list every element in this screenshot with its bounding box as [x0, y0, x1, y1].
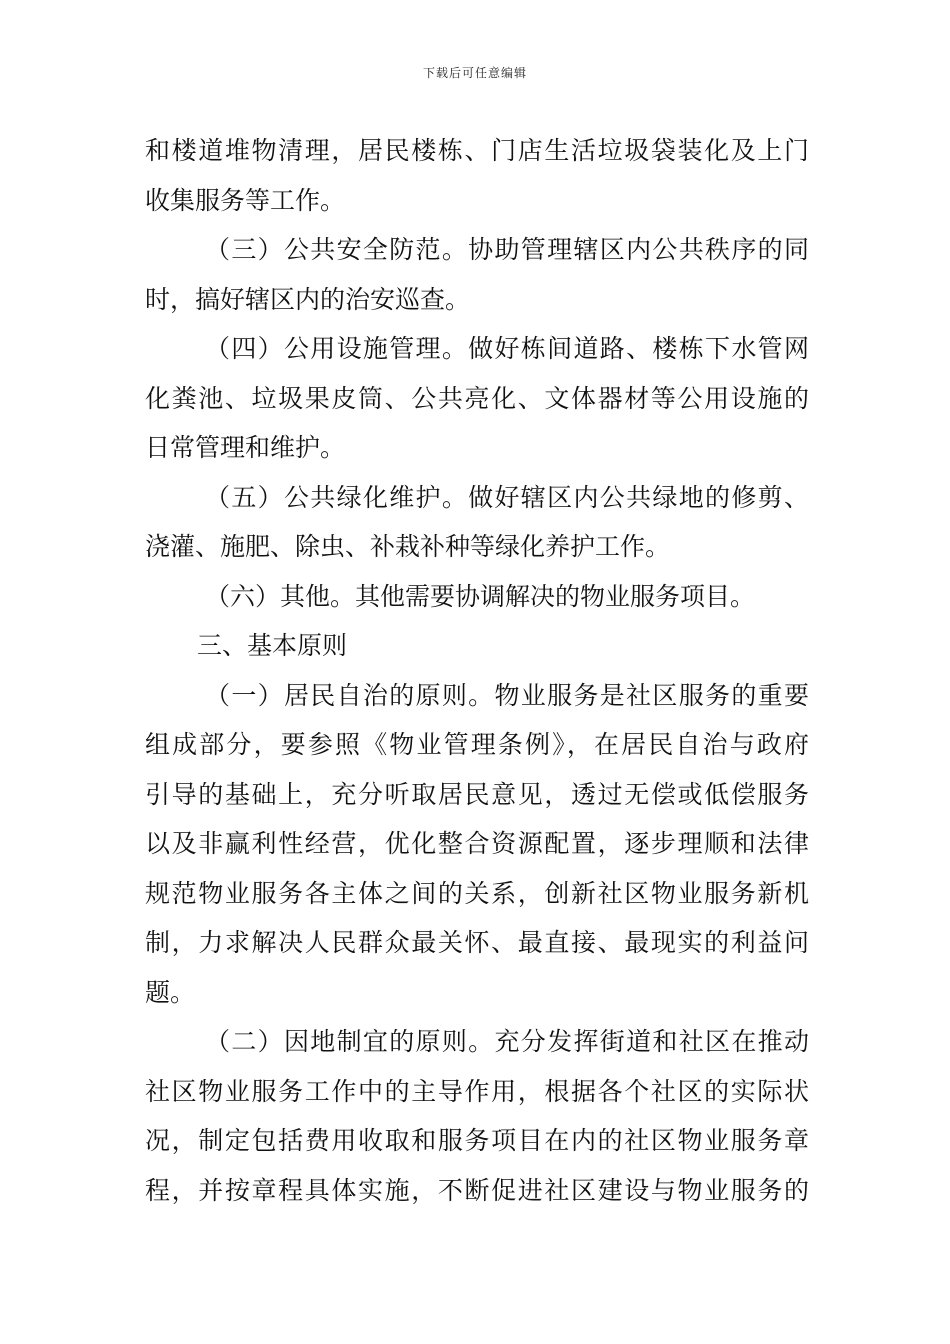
- text-line: 和楼道堆物清理，居民楼栋、门店生活垃圾袋装化及上门: [145, 136, 809, 165]
- document-body: [145, 126, 809, 1215]
- text-line: 题。: [145, 977, 196, 1007]
- text-line: （五）公共绿化维护。做好辖区内公共绿地的修剪、: [205, 482, 809, 512]
- text-line: 组成部分，要参照《物业管理条例》，在居民自治与政府: [145, 730, 809, 759]
- text-line: 制，力求解决人民群众最关怀、最直接、最现实的利益问: [145, 928, 809, 957]
- text-line: 况，制定包括费用收取和服务项目在内的社区物业服务章: [145, 1126, 809, 1155]
- text-line: 浇灌、施肥、除虫、补栽补种等绿化养护工作。: [145, 532, 671, 561]
- text-line: 社区物业服务工作中的主导作用，根据各个社区的实际状: [145, 1076, 809, 1106]
- text-line: 程，并按章程具体实施，不断促进社区建设与物业服务的: [145, 1175, 809, 1205]
- text-line: 时，搞好辖区内的治安巡查。: [145, 284, 471, 314]
- text-line: 日常管理和维护。: [145, 433, 346, 462]
- text-line: 以及非赢利性经营，优化整合资源配置，逐步理顺和法律: [145, 829, 809, 858]
- text-line: 规范物业服务各主体之间的关系，创新社区物业服务新机: [145, 878, 809, 908]
- text-line: （一）居民自治的原则。物业服务是社区服务的重要: [205, 680, 809, 710]
- text-line: （三）公共安全防范。协助管理辖区内公共秩序的同: [205, 235, 809, 264]
- text-line: （二）因地制宜的原则。充分发挥街道和社区在推动: [205, 1027, 809, 1056]
- page-header-note: 下载后可任意编辑: [422, 66, 527, 80]
- text-line: 引导的基础上，充分听取居民意见，透过无偿或低偿服务: [145, 779, 809, 809]
- text-line: 化粪池、垃圾果皮筒、公共亮化、文体器材等公用设施的: [145, 383, 809, 413]
- section-heading: 三、基本原则: [197, 631, 348, 660]
- text-line: （六）其他。其他需要协调解决的物业服务项目。: [205, 581, 756, 611]
- text-line: （四）公用设施管理。做好栋间道路、楼栋下水管网: [205, 334, 809, 363]
- text-line: 收集服务等工作。: [145, 185, 346, 215]
